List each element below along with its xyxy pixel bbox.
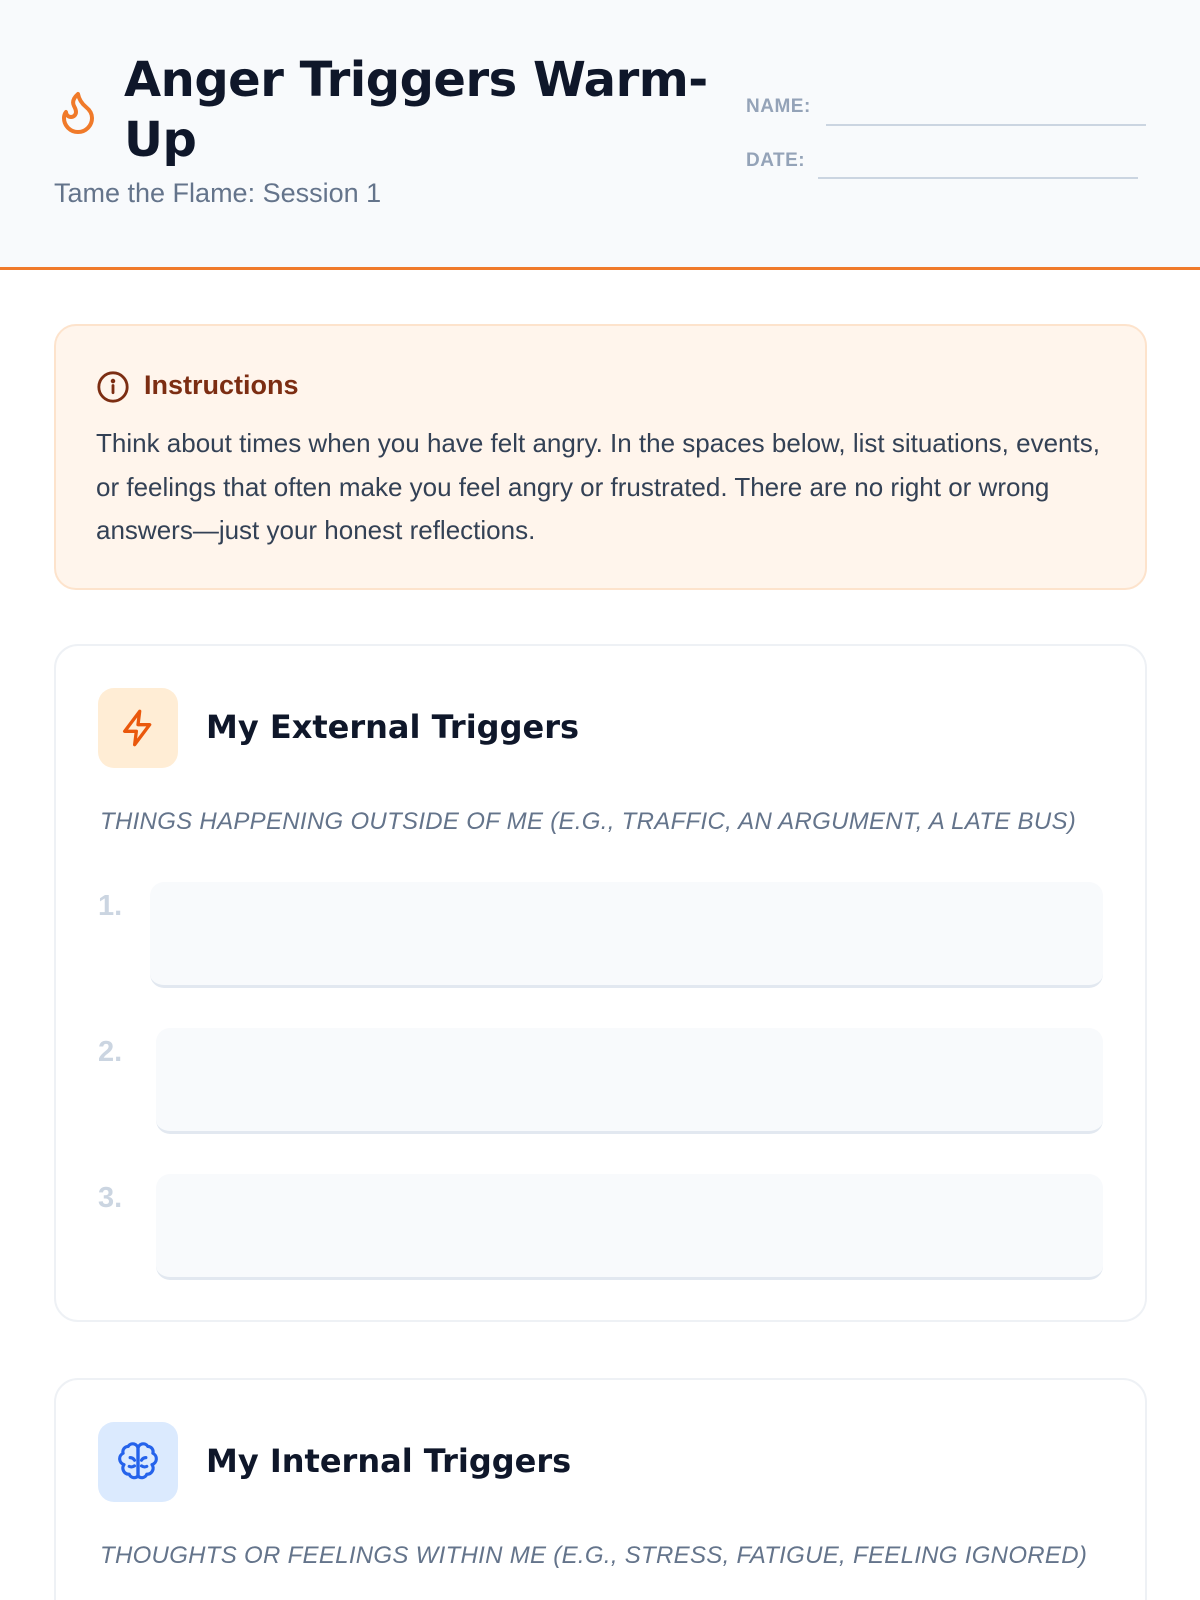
item-number: 1. bbox=[98, 890, 123, 922]
external-answer-1[interactable] bbox=[150, 882, 1103, 988]
instructions-text: Think about times when you have felt angry. In the spaces below, list situations, events, or feelings that often make you feel angry or frustrated. There are no right or wrong answers—just your honest reflections. bbox=[96, 428, 1100, 545]
external-answer-3[interactable] bbox=[156, 1174, 1103, 1280]
brain-icon bbox=[117, 1441, 159, 1483]
flame-icon bbox=[54, 88, 102, 136]
external-triggers-card bbox=[54, 644, 1147, 1322]
external-triggers-description: THINGS HAPPENING OUTSIDE OF ME (E.G., TRAFFIC, AN ARGUMENT, A LATE BUS) bbox=[100, 808, 1077, 835]
name-label: NAME: bbox=[746, 96, 811, 117]
internal-triggers-title: My Internal Triggers bbox=[206, 1442, 572, 1480]
date-label: DATE: bbox=[746, 150, 806, 171]
name-field[interactable] bbox=[826, 124, 1146, 126]
external-icon-box bbox=[98, 688, 178, 768]
external-answer-2[interactable] bbox=[156, 1028, 1103, 1134]
worksheet-header bbox=[0, 0, 1200, 270]
lightning-icon bbox=[118, 708, 158, 748]
instructions-title: Instructions bbox=[144, 370, 299, 400]
page-subtitle: Tame the Flame: Session 1 bbox=[54, 178, 382, 208]
external-triggers-title: My External Triggers bbox=[206, 708, 580, 746]
date-field[interactable] bbox=[818, 177, 1138, 179]
internal-triggers-card bbox=[54, 1378, 1147, 1600]
internal-icon-box bbox=[98, 1422, 178, 1502]
item-number: 3. bbox=[98, 1182, 123, 1214]
page-title: Anger Triggers Warm-Up bbox=[124, 52, 708, 168]
instructions-panel bbox=[54, 324, 1147, 590]
item-number: 2. bbox=[98, 1036, 123, 1068]
info-icon bbox=[96, 370, 130, 404]
internal-triggers-description: THOUGHTS OR FEELINGS WITHIN ME (E.G., STRESS, FATIGUE, FEELING IGNORED) bbox=[100, 1542, 1088, 1569]
